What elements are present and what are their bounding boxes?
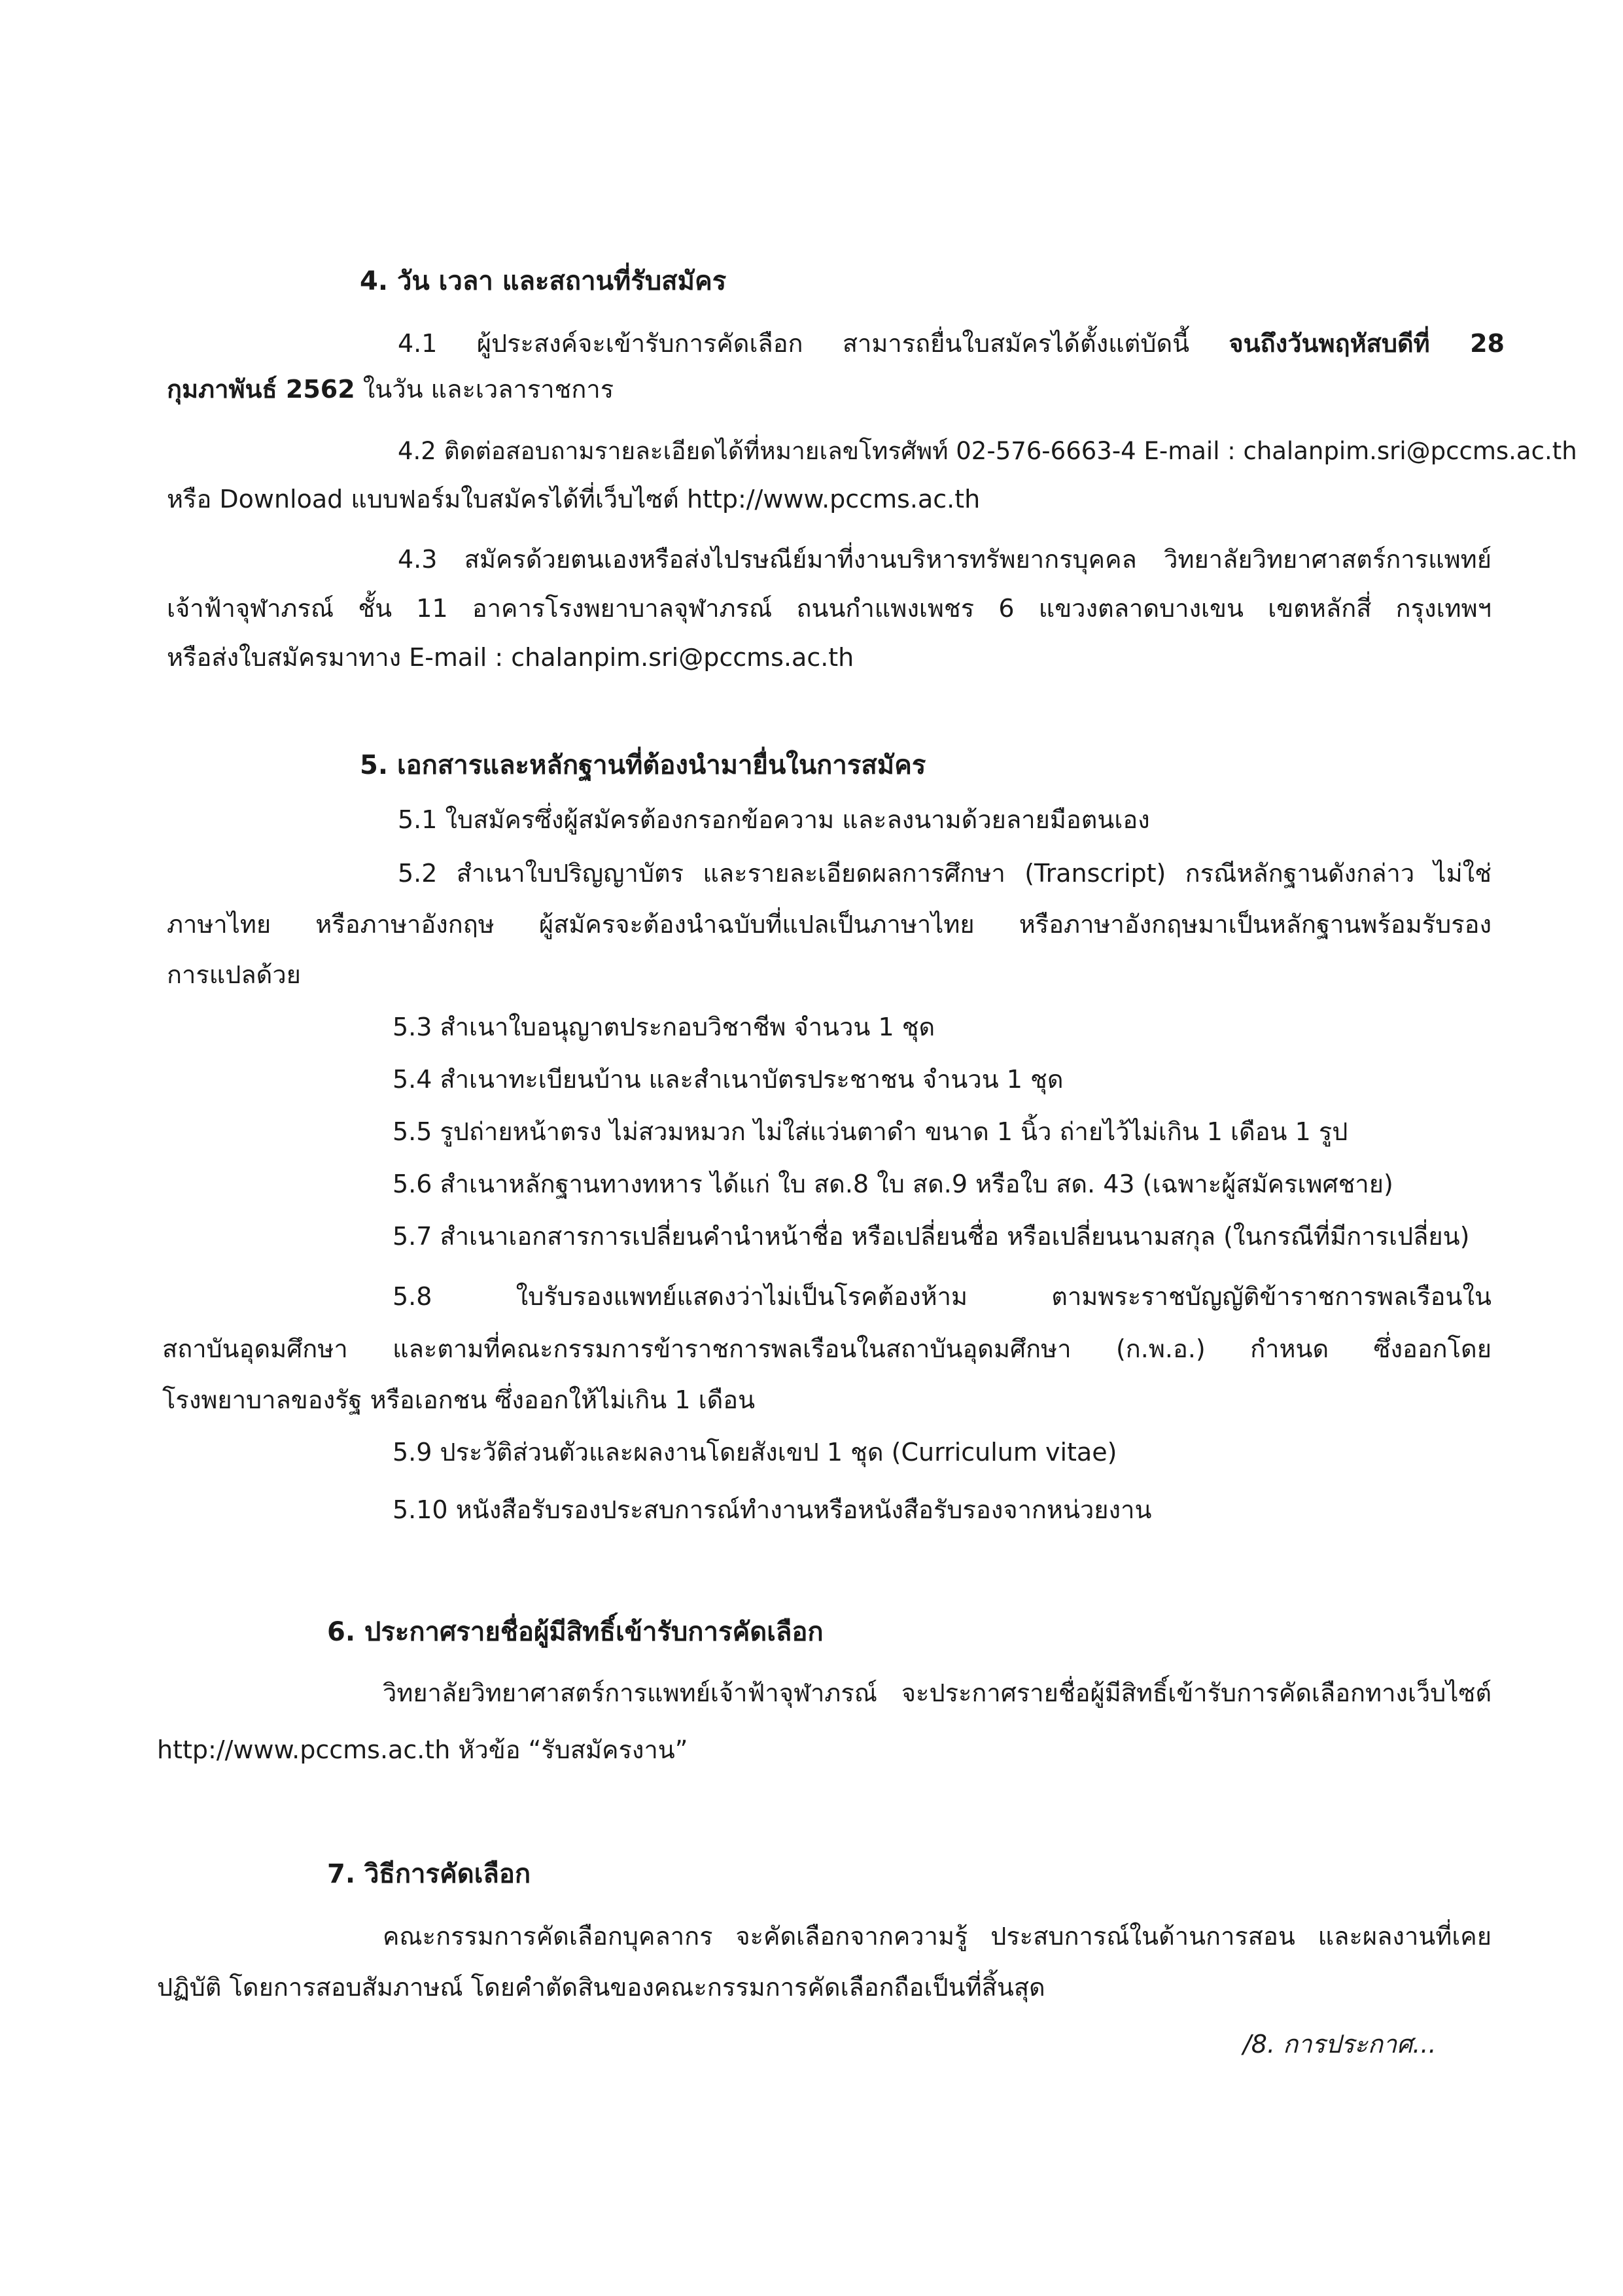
item-5-7: 5.7 สำเนาเอกสารการเปลี่ยนคำนำหน้าชื่อ หรือเปลี่ยนชื่อ หรือเปลี่ยนนามสกุล (ในกรณีที่มีการเปลี่ยน): [393, 1222, 1470, 1251]
paragraph-4-1-text: 4.1 ผู้ประสงค์จะเข้ารับการคัดเลือก สามารถยื่นใบสมัครได้ตั้งแต่บัดนี้: [398, 329, 1190, 358]
item-5-3: 5.3 สำเนาใบอนุญาตประกอบวิชาชีพ จำนวน 1 ชุด: [393, 1013, 935, 1041]
paragraph-4-3-line-2: เจ้าฟ้าจุฬาภรณ์ ชั้น 11 อาคารโรงพยาบาลจุฬาภรณ์ ถนนกำแพงเพชร 6 แขวงตลาดบางเขน เขตหลักสี่ กรุงเทพฯ: [167, 594, 1492, 623]
paragraph-4-3-line-3: หรือส่งใบสมัครมาทาง E-mail : chalanpim.sri@pccms.ac.th: [167, 643, 854, 672]
item-5-4: 5.4 สำเนาทะเบียนบ้าน และสำเนาบัตรประชาชน จำนวน 1 ชุด: [393, 1065, 1064, 1094]
item-5-2-line-2: ภาษาไทย หรือภาษาอังกฤษ ผู้สมัครจะต้องนำฉบับที่แปลเป็นภาษาไทย หรือภาษาอังกฤษมาเป็นหลักฐานพร้อมรับรอง: [167, 910, 1492, 939]
item-5-9: 5.9 ประวัติส่วนตัวและผลงานโดยสังเขป 1 ชุด (Curriculum vitae): [393, 1438, 1117, 1467]
section-5-heading: 5. เอกสารและหลักฐานที่ต้องนำมายื่นในการสมัคร: [360, 750, 926, 780]
section-6-paragraph-line-2: http://www.pccms.ac.th หัวข้อ “รับสมัครงาน”: [157, 1735, 688, 1764]
item-5-8-line-1: 5.8 ใบรับรองแพทย์แสดงว่าไม่เป็นโรคต้องห้าม ตามพระราชบัญญัติข้าราชการพลเรือนใน: [393, 1282, 1492, 1311]
item-5-2-line-3: การแปลด้วย: [167, 960, 301, 989]
section-7-heading: 7. วิธีการคัดเลือก: [327, 1859, 531, 1889]
item-5-2-line-1: 5.2 สำเนาใบปริญญาบัตร และรายละเอียดผลการศึกษา (Transcript) กรณีหลักฐานดังกล่าว ไม่ใช่: [398, 859, 1492, 888]
section-4-heading: 4. วัน เวลา และสถานที่รับสมัคร: [360, 266, 727, 296]
section-6-paragraph-line-1: วิทยาลัยวิทยาศาสตร์การแพทย์เจ้าฟ้าจุฬาภรณ์ จะประกาศรายชื่อผู้มีสิทธิ์เข้ารับการคัดเลือกทางเว็บไซต์: [383, 1679, 1492, 1707]
paragraph-4-1-line-1: [398, 327, 1505, 360]
item-5-8-line-2: สถาบันอุดมศึกษา และตามที่คณะกรรมการข้าราชการพลเรือนในสถาบันอุดมศึกษา (ก.พ.อ.) กำหนด ซึ่งออกโดย: [162, 1334, 1492, 1363]
item-5-5: 5.5 รูปถ่ายหน้าตรง ไม่สวมหมวก ไม่ใส่แว่นตาดำ ขนาด 1 นิ้ว ถ่ายไว้ไม่เกิน 1 เดือน 1 รูป: [393, 1117, 1348, 1146]
section-7-paragraph-line-2: ปฏิบัติ โดยการสอบสัมภาษณ์ โดยคำตัดสินของคณะกรรมการคัดเลือกถือเป็นที่สิ้นสุด: [157, 1973, 1045, 2002]
deadline-month-text: กุมภาพันธ์ 2562: [167, 375, 355, 404]
section-7-paragraph-line-1: คณะกรรมการคัดเลือกบุคลากร จะคัดเลือกจากความรู้ ประสบการณ์ในด้านการสอน และผลงานที่เคย: [383, 1922, 1492, 1951]
item-5-1: 5.1 ใบสมัครซึ่งผู้สมัครต้องกรอกข้อความ และลงนามด้วยลายมือตนเอง: [398, 805, 1150, 834]
office-hours-text: ในวัน และเวลาราชการ: [362, 375, 614, 404]
section-6-heading: 6. ประกาศรายชื่อผู้มีสิทธิ์เข้ารับการคัดเลือก: [327, 1617, 824, 1647]
paragraph-4-3-line-1: 4.3 สมัครด้วยตนเองหรือส่งไปรษณีย์มาที่งานบริหารทรัพยากรบุคคล วิทยาลัยวิทยาศาสตร์การแพทย์: [398, 545, 1492, 574]
paragraph-4-2-line-1: 4.2 ติดต่อสอบถามรายละเอียดได้ที่หมายเลขโทรศัพท์ 02-576-6663-4 E-mail : chalanpim.sri@pccms.ac.th: [398, 437, 1577, 465]
paragraph-4-2-line-2: หรือ Download แบบฟอร์มใบสมัครได้ที่เว็บไซต์ http://www.pccms.ac.th: [167, 485, 981, 513]
item-5-6: 5.6 สำเนาหลักฐานทางทหาร ได้แก่ ใบ สด.8 ใบ สด.9 หรือใบ สด. 43 (เฉพาะผู้สมัครเพศชาย): [393, 1170, 1393, 1198]
deadline-text: จนถึงวันพฤหัสบดีที่ 28: [1229, 329, 1505, 358]
continuation-note: /8. การประกาศ...: [1243, 2030, 1437, 2059]
item-5-10: 5.10 หนังสือรับรองประสบการณ์ทำงานหรือหนังสือรับรองจากหน่วยงาน: [393, 1495, 1152, 1524]
paragraph-4-1-line-2: [167, 373, 614, 406]
item-5-8-line-3: โรงพยาบาลของรัฐ หรือเอกชน ซึ่งออกให้ไม่เกิน 1 เดือน: [162, 1385, 756, 1414]
